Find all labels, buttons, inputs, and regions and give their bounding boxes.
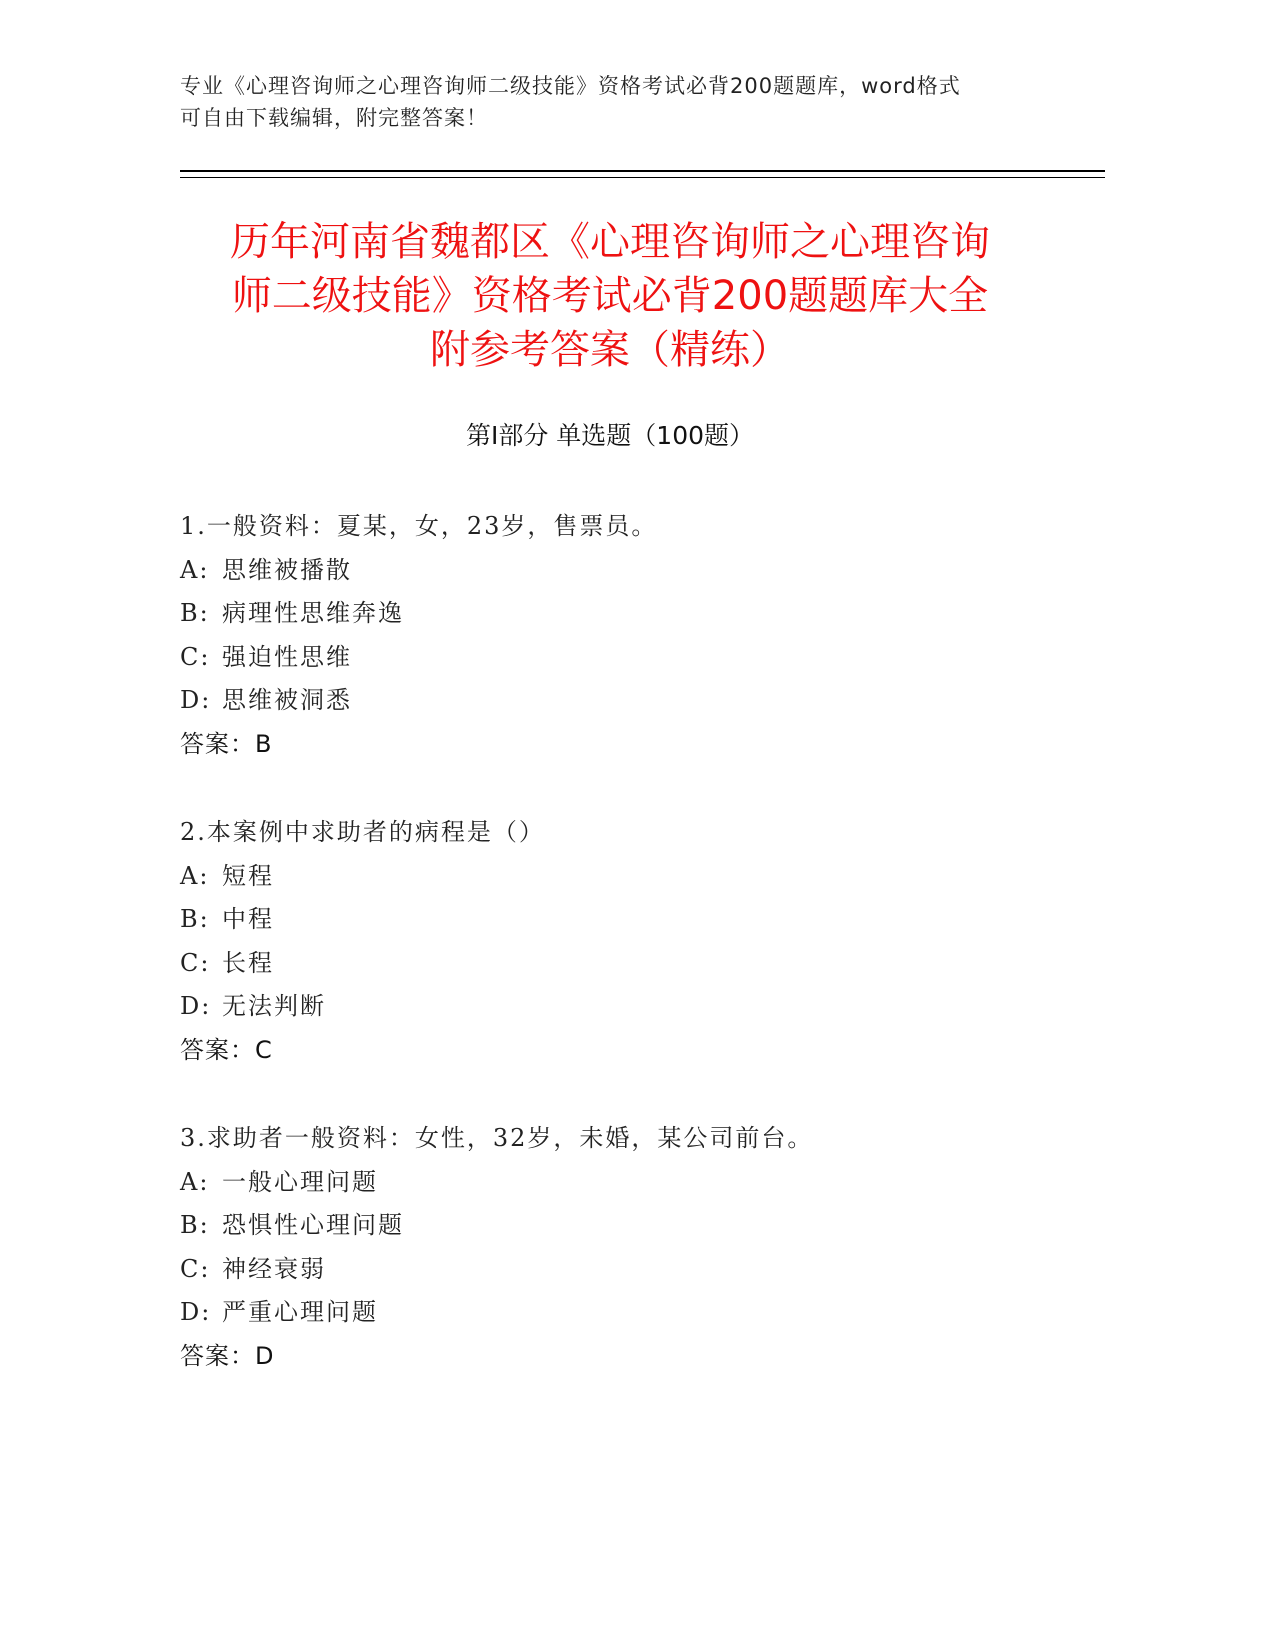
option-d <box>180 679 1080 723</box>
question-stem: 1.一般资料：夏某，女，23岁，售票员。 <box>180 512 658 540</box>
option-c <box>180 1248 1080 1292</box>
option-a <box>180 1161 1080 1205</box>
answer-label: 答案：B <box>180 729 273 758</box>
option-text: 短程 <box>222 861 274 890</box>
section-title: 第Ⅰ部分 单选题（100题） <box>465 421 755 450</box>
header-note-line-2: 可自由下载编辑，附完整答案！ <box>180 106 488 130</box>
option-text: 长程 <box>222 948 274 977</box>
option-c <box>180 942 1080 986</box>
option-letter: B: <box>180 1211 210 1239</box>
option-b <box>180 898 1080 942</box>
document-title-line-3: 附参考答案（精练） <box>430 327 790 373</box>
option-text: 一般心理问题 <box>222 1167 378 1196</box>
header-note <box>180 70 1060 134</box>
question-stem: 2.本案例中求助者的病程是（） <box>180 818 545 846</box>
option-d <box>180 1291 1080 1335</box>
option-c <box>180 636 1080 680</box>
header-note-line-1: 专业《心理咨询师之心理咨询师二级技能》资格考试必背200题题库，word格式 <box>180 74 961 98</box>
header-rule-thin <box>180 177 1105 178</box>
option-d <box>180 985 1080 1029</box>
option-b <box>180 1204 1080 1248</box>
option-text: 无法判断 <box>222 992 326 1020</box>
document-title-line-2: 师二级技能》资格考试必背200题题库大全 <box>231 273 989 319</box>
answer-label: 答案：C <box>180 1035 273 1064</box>
option-text: 思维被播散 <box>222 555 352 584</box>
option-text: 神经衰弱 <box>222 1254 326 1283</box>
option-letter: D: <box>180 686 212 714</box>
option-letter: D: <box>180 1298 212 1326</box>
option-text: 中程 <box>222 905 274 933</box>
answer-label: 答案：D <box>180 1341 275 1370</box>
question-item-3 <box>180 1117 1080 1378</box>
option-letter: C: <box>180 948 211 977</box>
option-text: 思维被洞悉 <box>222 686 352 714</box>
option-letter: A: <box>180 861 210 890</box>
option-text: 强迫性思维 <box>222 642 352 671</box>
option-letter: C: <box>180 642 211 671</box>
option-b <box>180 592 1080 636</box>
option-text: 恐惧性心理问题 <box>222 1211 404 1239</box>
option-text: 严重心理问题 <box>222 1298 378 1326</box>
question-list <box>180 505 1080 1423</box>
option-letter: A: <box>180 1167 210 1196</box>
option-letter: A: <box>180 555 210 584</box>
option-a <box>180 549 1080 593</box>
option-letter: B: <box>180 905 210 933</box>
document-title <box>180 215 1040 377</box>
option-letter: C: <box>180 1254 211 1283</box>
option-letter: B: <box>180 599 210 627</box>
option-a <box>180 855 1080 899</box>
document-title-line-1: 历年河南省魏都区《心理咨询师之心理咨询 <box>230 219 990 265</box>
option-letter: D: <box>180 992 212 1020</box>
option-text: 病理性思维奔逸 <box>222 599 404 627</box>
header-rule-thick <box>180 170 1105 172</box>
question-item-1 <box>180 505 1080 766</box>
question-item-2 <box>180 811 1080 1072</box>
question-stem: 3.求助者一般资料：女性，32岁，未婚，某公司前台。 <box>180 1124 814 1152</box>
